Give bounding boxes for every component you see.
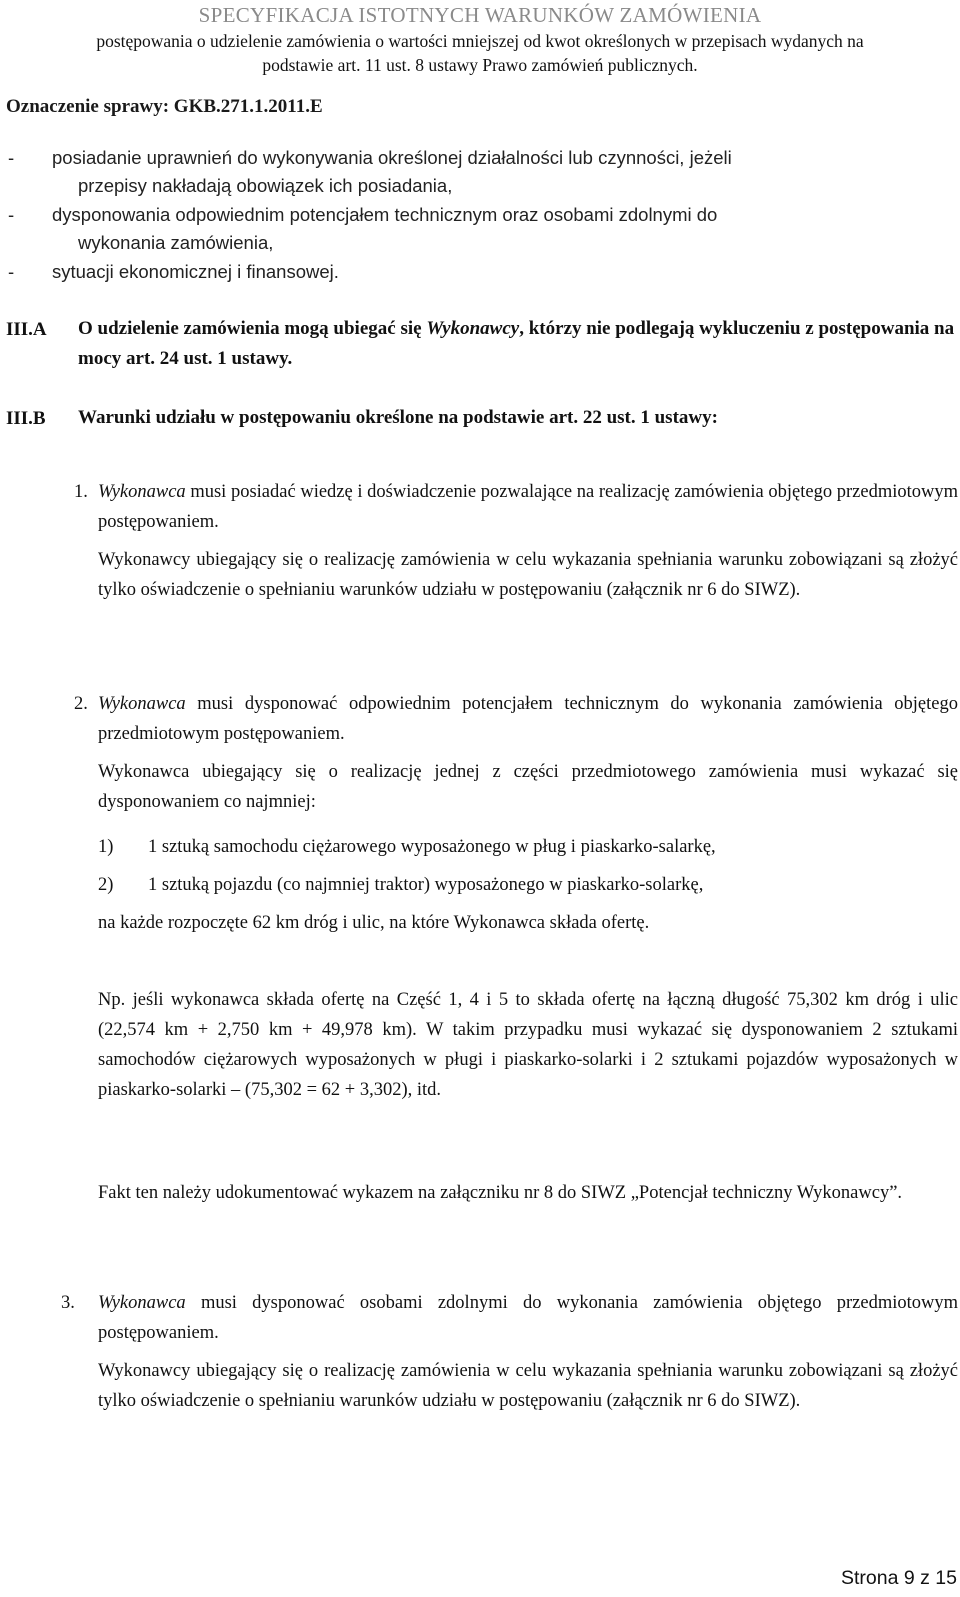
section-b-heading: Warunki udziału w postępowaniu określone na podstawie art. 22 ust. 1 ustawy: xyxy=(78,407,718,428)
item-3-number: 3. xyxy=(61,1293,75,1313)
item-1-lead-text: musi posiadać wiedzę i doświadczenie pozwalające na realizację zamówienia objętego przedmiotowym postępowaniem. xyxy=(98,482,958,532)
section-a-text xyxy=(78,314,958,374)
item-2-number: 2. xyxy=(74,694,88,714)
sublist-item: 1 sztuką pojazdu (co najmniej traktor) wyposażonego w piaskarko-solarkę, xyxy=(148,875,704,895)
item-1-paragraph: Wykonawcy ubiegający się o realizację zamówienia w celu wykazania spełniania warunku zobowiązani są złożyć tylko oświadczenie o spełnianiu warunków udziału w postępowaniu (załącznik nr 6 do SIWZ). xyxy=(98,550,958,600)
section-a-text-pre: O udzielenie zamówienia mogą ubiegać się xyxy=(78,318,427,339)
item-2-lead-text: musi dysponować odpowiednim potencjałem technicznym do wykonania zamówienia objętego przedmiotowym postępowaniem. xyxy=(98,694,958,744)
bullet-text-line: sytuacji ekonomicznej i finansowej. xyxy=(52,261,339,282)
bullet-text-line: posiadanie uprawnień do wykonywania określonej działalności lub czynności, jeżeli xyxy=(52,147,732,168)
sublist-item: 1 sztuką samochodu ciężarowego wyposażonego w pług i piaskarko-salarkę, xyxy=(148,837,716,857)
section-a-italic: Wykonawcy xyxy=(426,318,520,339)
document-subtitle-line-2: podstawie art. 11 ust. 8 ustawy Prawo zamówień publicznych. xyxy=(262,55,698,75)
document-subtitle-line-1: postępowania o udzielenie zamówienia o wartości mniejszej od kwot określonych w przepisach wydanych na xyxy=(96,31,864,51)
item-2-paragraph: Wykonawca ubiegający się o realizację jednej z części przedmiotowego zamówienia musi wykazać się dysponowaniem co najmniej: xyxy=(98,762,958,812)
sublist-number: 1) xyxy=(98,837,114,857)
item-3-lead xyxy=(98,1288,958,1348)
bullet-dash: - xyxy=(8,147,15,168)
bullet-dash: - xyxy=(8,261,15,282)
item-1-lead xyxy=(98,477,958,537)
sublist-number: 2) xyxy=(98,875,114,895)
case-number: Oznaczenie sprawy: GKB.271.1.2011.E xyxy=(6,96,323,117)
item-1-italic: Wykonawca xyxy=(98,482,186,502)
section-a-label: III.A xyxy=(6,319,47,340)
section-b-label: III.B xyxy=(6,408,46,429)
section-a-text-post: , którzy nie podlegają wykluczeniu z postępowania na mocy art. 24 ust. 1 ustawy. xyxy=(78,318,955,369)
item-3-italic: Wykonawca xyxy=(98,1293,186,1313)
bullet-text-line: wykonania zamówienia, xyxy=(78,232,274,253)
bullet-text-line: dysponowania odpowiednim potencjałem technicznym oraz osobami zdolnymi do xyxy=(52,204,718,225)
bullet-dash: - xyxy=(8,204,15,225)
bullet-text-line: przepisy nakładają obowiązek ich posiadania, xyxy=(78,175,453,196)
item-3-paragraph: Wykonawcy ubiegający się o realizację zamówienia w celu wykazania spełniania warunku zobowiązani są złożyć tylko oświadczenie o spełnianiu warunków udziału w postępowaniu (załącznik nr 6 do SIWZ). xyxy=(98,1361,958,1411)
item-2-lead xyxy=(98,689,958,749)
page-number: Strona 9 z 15 xyxy=(841,1567,957,1589)
item-2-example: Np. jeśli wykonawca składa ofertę na Część 1, 4 i 5 to składa ofertę na łączną długość 75,302 km dróg i ulic (22,574 km + 2,750 km + 49,978 km). W takim przypadku musi wykazać się dysponowaniem 2 sztukami samochodów ciężarowych wyposażonych w pługi i piaskarko-solarki i 2 sztukami pojazdów wyposażonych w piaskarko-solarki – (75,302 = 62 + 3,302), itd. xyxy=(98,990,958,1100)
item-2-italic: Wykonawca xyxy=(98,694,186,714)
item-2-after-list: na każde rozpoczęte 62 km dróg i ulic, na które Wykonawca składa ofertę. xyxy=(98,913,650,933)
item-1-number: 1. xyxy=(74,482,88,502)
document-title: SPECYFIKACJA ISTOTNYCH WARUNKÓW ZAMÓWIENIA xyxy=(198,3,762,27)
item-3-lead-text: musi dysponować osobami zdolnymi do wykonania zamówienia objętego przedmiotowym postępowaniem. xyxy=(98,1293,958,1343)
item-2-fact: Fakt ten należy udokumentować wykazem na załączniku nr 8 do SIWZ „Potencjał techniczny Wykonawcy”. xyxy=(98,1183,903,1203)
